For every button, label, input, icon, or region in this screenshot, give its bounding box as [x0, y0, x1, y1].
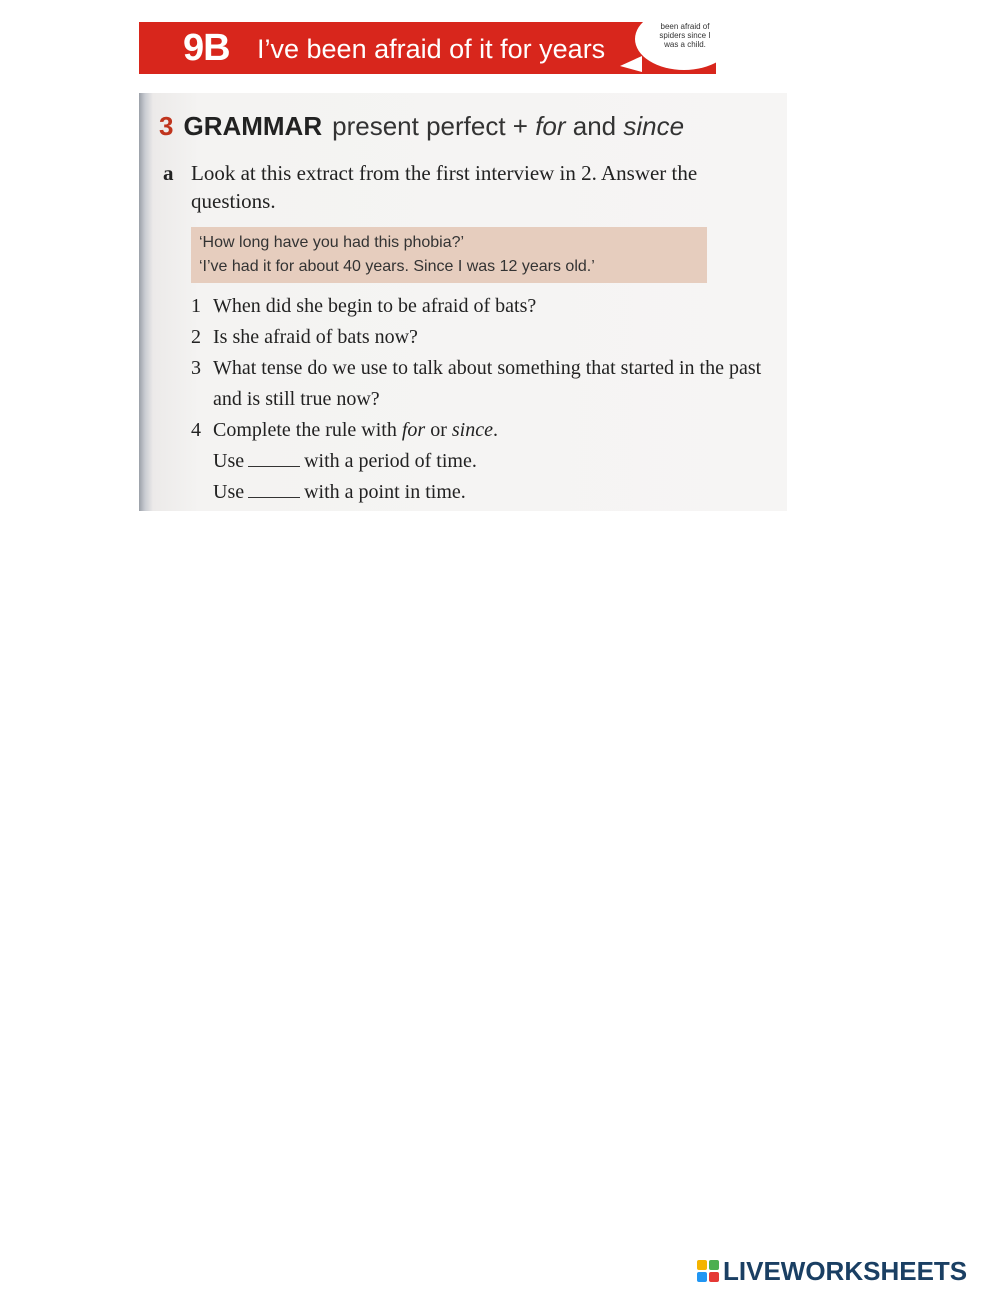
rule-use: Use — [213, 481, 245, 503]
question-number: 2 — [191, 326, 201, 348]
logo-square — [697, 1260, 707, 1270]
logo-square — [709, 1272, 719, 1282]
question-number: 3 — [191, 357, 201, 379]
extract-line: ‘I’ve had it for about 40 years. Since I was 12 years old.’ — [199, 258, 595, 275]
interview-extract — [191, 227, 707, 283]
question-item — [191, 322, 771, 353]
extract-line: ‘How long have you had this phobia?’ — [199, 234, 465, 251]
bubble-line: been afraid of — [660, 22, 710, 31]
grammar-section — [139, 93, 787, 511]
section-label: GRAMMAR — [183, 111, 323, 141]
rule-line-point — [191, 477, 771, 508]
rule-use: Use — [213, 450, 245, 472]
rule-line-period — [191, 446, 771, 477]
question-text: Is she afraid of bats now? — [213, 326, 418, 348]
logo-square — [709, 1260, 719, 1270]
part-letter: a — [163, 161, 174, 185]
q4-end: . — [492, 419, 498, 441]
topic-prefix: present perfect + — [332, 111, 536, 141]
question-text — [213, 419, 498, 441]
speech-bubble-text — [644, 22, 716, 49]
topic-for: for — [535, 111, 566, 141]
unit-title: I’ve been afraid of it for years — [257, 34, 606, 64]
speech-bubble-tail — [620, 56, 642, 72]
answer-blank[interactable] — [248, 450, 300, 467]
q4-or: or — [425, 419, 452, 441]
part-instruction: Look at this extract from the first interview in 2. Answer the questions. — [191, 161, 698, 213]
rule-text: with a point in time. — [304, 481, 466, 503]
question-number: 1 — [191, 295, 201, 317]
topic-since: since — [623, 111, 685, 141]
q4-text: Complete the rule with — [213, 419, 402, 441]
logo-grid-icon — [697, 1260, 719, 1282]
section-heading — [159, 109, 684, 143]
question-text: When did she begin to be afraid of bats? — [213, 295, 537, 317]
logo-square — [697, 1272, 707, 1282]
rule-text: with a period of time. — [304, 450, 477, 472]
question-text: What tense do we use to talk about something that started in the past and is still true now? — [213, 357, 762, 410]
logo-text: LIVEWORKSHEETS — [723, 1256, 968, 1286]
question-item — [191, 415, 771, 446]
question-item — [191, 353, 771, 415]
liveworksheets-logo[interactable] — [697, 1255, 967, 1287]
question-item — [191, 291, 771, 322]
answer-blank[interactable] — [248, 481, 300, 498]
bubble-line: was a child. — [664, 40, 706, 49]
bubble-line: spiders since I — [659, 31, 711, 40]
topic-and: and — [565, 111, 624, 141]
q4-for: for — [401, 419, 426, 441]
question-number: 4 — [191, 419, 201, 441]
unit-banner — [139, 22, 716, 74]
unit-code: 9B — [183, 27, 230, 69]
section-topic — [332, 111, 684, 141]
question-list — [191, 291, 771, 508]
section-number: 3 — [159, 111, 174, 141]
q4-since: since — [451, 419, 493, 441]
